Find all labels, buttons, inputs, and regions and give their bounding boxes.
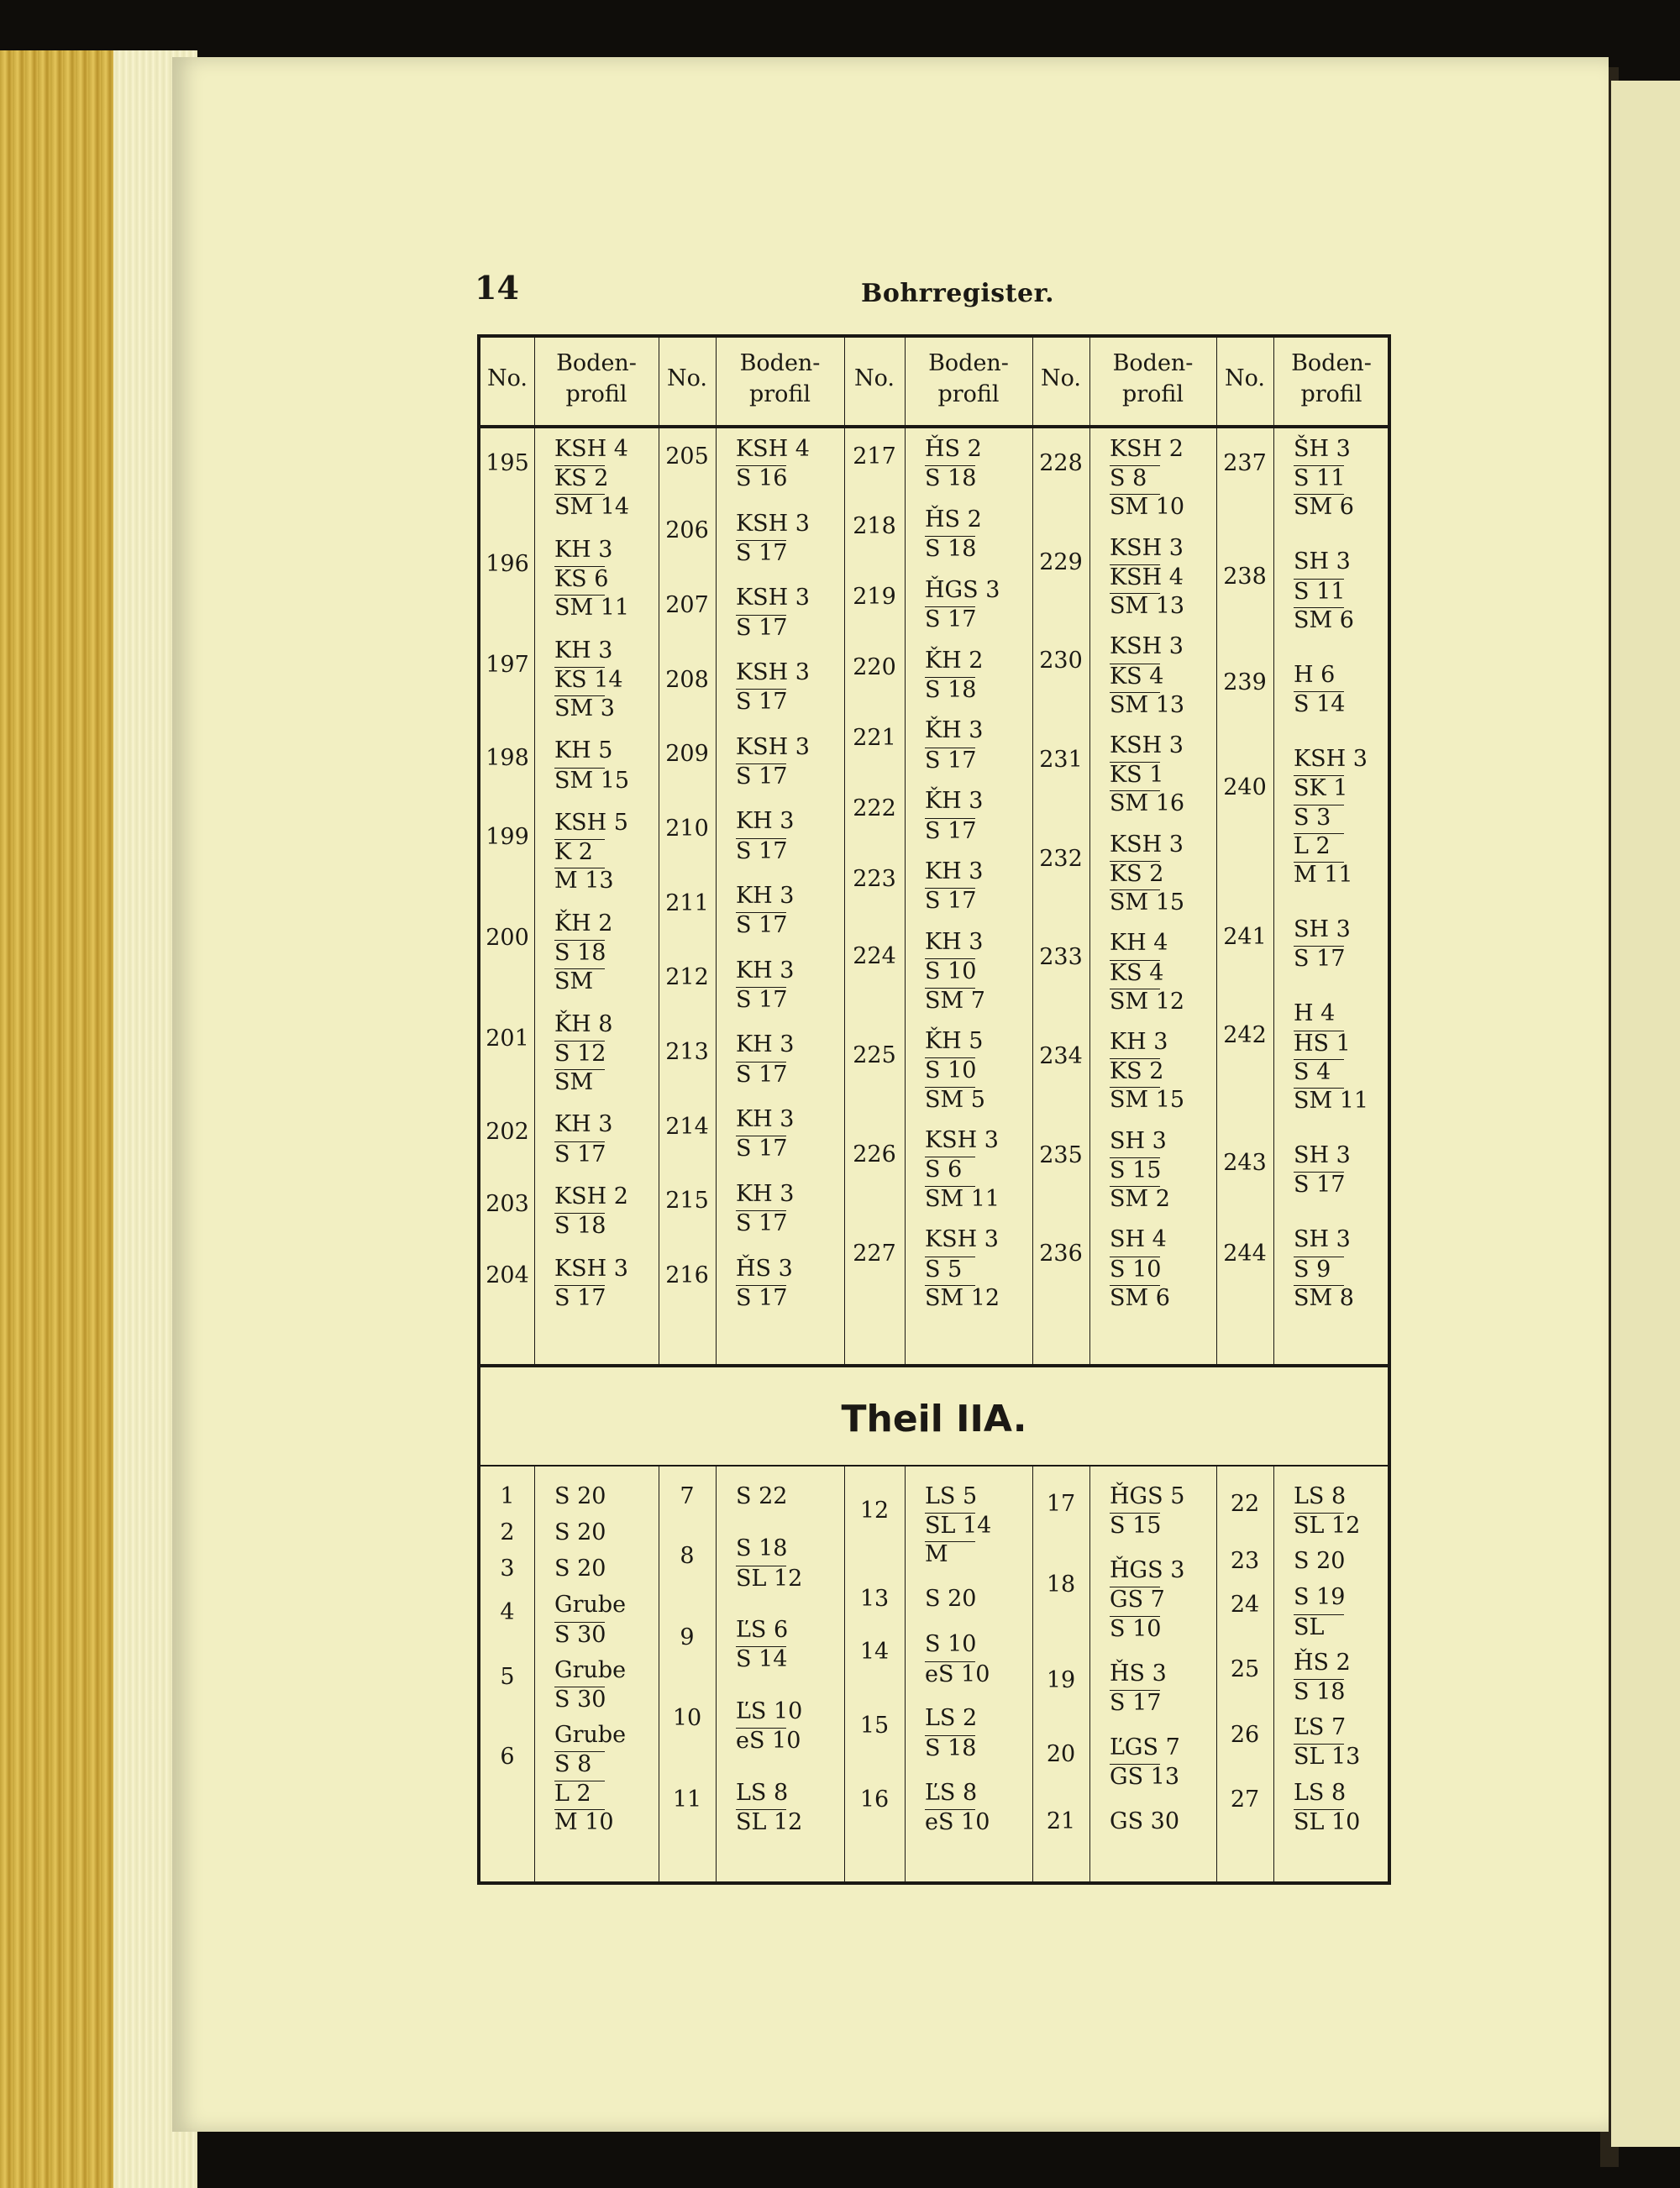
entry-number: 222 bbox=[853, 795, 896, 821]
profile-line: KS 2 bbox=[554, 465, 609, 492]
entry-number: 216 bbox=[665, 1262, 709, 1289]
profile-line: KSH 3 bbox=[1294, 746, 1368, 773]
entry-number: 199 bbox=[486, 824, 529, 851]
entry-number: 237 bbox=[1223, 450, 1267, 477]
profile-line: S 18 bbox=[925, 676, 977, 703]
profile-line: S 17 bbox=[925, 888, 977, 915]
profile-line: KH 3 bbox=[736, 957, 795, 984]
profile-line: M bbox=[925, 1541, 975, 1567]
profile-line: KS 4 bbox=[1110, 663, 1164, 690]
profile-line: KH 3 bbox=[1110, 1028, 1168, 1055]
entry-number: 20 bbox=[1046, 1741, 1076, 1768]
profile-line: KSH 2 bbox=[1110, 436, 1184, 462]
profile-line: KH 3 bbox=[554, 1111, 613, 1138]
profile-line: SM 14 bbox=[554, 494, 630, 521]
column-rule bbox=[844, 1465, 845, 1881]
entry-number: 205 bbox=[665, 443, 709, 470]
profile-line: Grube bbox=[554, 1592, 627, 1619]
entry-number: 209 bbox=[665, 741, 709, 768]
entry-number: 227 bbox=[853, 1241, 896, 1267]
column-rule bbox=[534, 338, 535, 1364]
entry-number: 11 bbox=[672, 1787, 702, 1813]
entry-number: 210 bbox=[665, 815, 709, 842]
profile-line: KH 5 bbox=[554, 737, 613, 764]
entry-number: 214 bbox=[665, 1113, 709, 1140]
entry-number: 219 bbox=[853, 584, 896, 611]
profile-line: S 18 bbox=[925, 536, 977, 563]
profile-line: SL 14 bbox=[925, 1513, 992, 1540]
profile-line: LS 2 bbox=[925, 1705, 978, 1732]
profile-line: LS 5 bbox=[925, 1483, 978, 1509]
profile-line: KS 2 bbox=[1110, 860, 1164, 887]
profile-line: SM 3 bbox=[554, 695, 615, 722]
entry-number: 242 bbox=[1223, 1022, 1267, 1049]
entry-number: 197 bbox=[486, 651, 529, 678]
book-page-edges bbox=[0, 50, 197, 2188]
profile-line: SH 3 bbox=[1294, 1142, 1351, 1169]
profile-line: KS 2 bbox=[1110, 1058, 1164, 1085]
profile-line: KH 3 bbox=[925, 858, 984, 885]
header-bodenprofil: Boden- profil bbox=[1112, 350, 1194, 407]
header-no: No. bbox=[854, 365, 895, 391]
profile-line: SH 3 bbox=[1294, 548, 1351, 575]
entry-number: 223 bbox=[853, 865, 896, 892]
profile-line: S 18 bbox=[925, 1734, 977, 1761]
table-rule bbox=[480, 425, 1388, 428]
profile-line: S 30 bbox=[554, 1686, 606, 1713]
profile-line: M 11 bbox=[1294, 862, 1353, 889]
profile-line: LS 8 bbox=[1294, 1779, 1347, 1806]
profile-line: SH 3 bbox=[1110, 1127, 1167, 1154]
profile-line: SM 10 bbox=[1110, 494, 1185, 521]
profile-line: S 15 bbox=[1110, 1157, 1162, 1183]
entry-number: 13 bbox=[859, 1586, 890, 1613]
profile-line: S 19 bbox=[1294, 1584, 1346, 1611]
profile-line: S 10 bbox=[1110, 1615, 1162, 1642]
profile-line: S 8 bbox=[1110, 465, 1160, 491]
entry-number: 27 bbox=[1230, 1787, 1260, 1813]
profile-line: SM 6 bbox=[1110, 1284, 1170, 1311]
bohrregister-table bbox=[477, 334, 1391, 1885]
profile-line: KH 3 bbox=[925, 929, 984, 956]
profile-line: S 9 bbox=[1294, 1257, 1344, 1283]
profile-line: SM 15 bbox=[1110, 1087, 1185, 1114]
page-number: 14 bbox=[475, 269, 519, 307]
profile-line: ȞS 3 bbox=[736, 1255, 793, 1282]
entry-number: 6 bbox=[500, 1743, 515, 1770]
entry-number: 220 bbox=[853, 654, 896, 681]
profile-line: eS 10 bbox=[736, 1728, 801, 1755]
entry-number: 207 bbox=[665, 591, 709, 618]
profile-line: S 10 bbox=[925, 958, 977, 985]
entry-number: 240 bbox=[1223, 774, 1267, 801]
profile-line: KH 3 bbox=[736, 1180, 795, 1207]
profile-line: S 18 bbox=[736, 1535, 788, 1562]
profile-line: SL 10 bbox=[1294, 1808, 1361, 1835]
profile-line: S 6 bbox=[925, 1157, 975, 1183]
profile-line: S 10 bbox=[1110, 1256, 1162, 1283]
profile-line: KSH 4 bbox=[1110, 564, 1184, 590]
entry-number: 4 bbox=[500, 1598, 515, 1625]
entry-number: 196 bbox=[486, 550, 529, 577]
column-rule bbox=[1216, 338, 1217, 1364]
entry-number: 23 bbox=[1230, 1548, 1260, 1575]
profile-line: S 17 bbox=[736, 614, 788, 641]
entry-number: 201 bbox=[486, 1025, 529, 1052]
profile-line: SM 8 bbox=[1294, 1284, 1354, 1311]
header-no: No. bbox=[1041, 365, 1081, 391]
profile-line: KH 3 bbox=[736, 1031, 795, 1058]
entry-number: 234 bbox=[1039, 1043, 1083, 1070]
entry-number: 198 bbox=[486, 744, 529, 771]
entry-number: 211 bbox=[665, 889, 709, 916]
entry-number: 233 bbox=[1039, 944, 1083, 971]
profile-line: ǨH 5 bbox=[925, 1028, 984, 1055]
profile-line: ȞS 2 bbox=[925, 506, 982, 533]
profile-line: S 17 bbox=[736, 763, 788, 790]
entry-number: 24 bbox=[1230, 1592, 1260, 1619]
entry-number: 238 bbox=[1223, 563, 1267, 590]
entry-number: 239 bbox=[1223, 669, 1267, 695]
profile-line: S 20 bbox=[925, 1586, 977, 1613]
profile-line: SM 6 bbox=[1294, 494, 1354, 521]
profile-line: KSH 4 bbox=[736, 436, 810, 462]
profile-line: KSH 3 bbox=[1110, 831, 1184, 858]
profile-line: KH 3 bbox=[736, 1106, 795, 1133]
profile-line: S 12 bbox=[554, 1040, 606, 1067]
table-rule bbox=[480, 1465, 1388, 1467]
profile-line: ǨH 3 bbox=[925, 717, 984, 744]
column-rule bbox=[716, 1465, 717, 1881]
profile-line: S 10 bbox=[925, 1057, 977, 1084]
profile-line: KS 14 bbox=[554, 666, 623, 693]
profile-line: S 20 bbox=[554, 1519, 606, 1546]
profile-line: GS 13 bbox=[1110, 1763, 1180, 1790]
column-rule bbox=[716, 338, 717, 1364]
entry-number: 231 bbox=[1039, 747, 1083, 774]
profile-line: KS 6 bbox=[554, 566, 609, 593]
profile-line: KSH 3 bbox=[925, 1226, 999, 1253]
profile-line: S 8 bbox=[554, 1751, 605, 1777]
profile-line: SM 15 bbox=[1110, 889, 1185, 916]
entry-number: 218 bbox=[853, 513, 896, 540]
header-no: No. bbox=[1225, 365, 1265, 391]
profile-line: SK 1 bbox=[1294, 775, 1348, 802]
profile-line: S 20 bbox=[1294, 1548, 1346, 1575]
running-head: Bohrregister. bbox=[861, 279, 1055, 308]
entry-number: 224 bbox=[853, 943, 896, 970]
profile-line: KSH 2 bbox=[554, 1183, 628, 1209]
profile-line: S 17 bbox=[925, 817, 977, 844]
profile-line: S 17 bbox=[736, 1210, 788, 1237]
profile-line: SM 11 bbox=[554, 595, 630, 622]
entry-number: 230 bbox=[1039, 648, 1083, 674]
entry-number: 229 bbox=[1039, 548, 1083, 575]
entry-number: 235 bbox=[1039, 1141, 1083, 1168]
column-rule bbox=[1273, 338, 1274, 1364]
profile-line: SM bbox=[554, 1069, 605, 1095]
profile-line: GS 30 bbox=[1110, 1808, 1180, 1834]
profile-line: S 17 bbox=[736, 689, 788, 716]
profile-line: Grube bbox=[554, 1656, 627, 1683]
profile-line: SM 15 bbox=[554, 767, 630, 794]
column-rule bbox=[1089, 1465, 1090, 1881]
profile-line: S 17 bbox=[736, 1061, 788, 1088]
column-rule bbox=[844, 338, 845, 1364]
entry-number: 226 bbox=[853, 1141, 896, 1168]
entry-number: 212 bbox=[665, 964, 709, 991]
profile-line: SM 13 bbox=[1110, 691, 1185, 718]
profile-line: S 18 bbox=[1294, 1679, 1346, 1706]
profile-line: SL 13 bbox=[1294, 1744, 1361, 1771]
profile-line: S 17 bbox=[736, 1284, 788, 1311]
entry-number: 26 bbox=[1230, 1721, 1260, 1748]
profile-line: S 16 bbox=[736, 465, 788, 492]
entry-number: 206 bbox=[665, 517, 709, 544]
entry-number: 225 bbox=[853, 1042, 896, 1069]
entry-number: 25 bbox=[1230, 1656, 1260, 1683]
profile-line: S 14 bbox=[1294, 691, 1346, 718]
profile-line: S 11 bbox=[1294, 465, 1346, 492]
facing-page-edge bbox=[1611, 81, 1680, 2147]
profile-line: KSH 3 bbox=[736, 585, 810, 611]
entry-number: 202 bbox=[486, 1118, 529, 1145]
profile-line: ŠH 3 bbox=[1294, 436, 1351, 462]
profile-line: S 18 bbox=[554, 1213, 606, 1240]
entry-number: 232 bbox=[1039, 845, 1083, 872]
profile-line: SM 11 bbox=[1294, 1088, 1369, 1115]
profile-line: S 30 bbox=[554, 1621, 606, 1648]
entry-number: 8 bbox=[680, 1543, 695, 1570]
entry-number: 195 bbox=[486, 450, 529, 477]
profile-line: SM 12 bbox=[925, 1284, 1000, 1311]
entry-number: 203 bbox=[486, 1190, 529, 1217]
column-rule bbox=[905, 1465, 906, 1881]
entry-number: 200 bbox=[486, 924, 529, 951]
entry-number: 221 bbox=[853, 725, 896, 752]
profile-line: L 2 bbox=[1294, 833, 1344, 859]
profile-line: ĽS 7 bbox=[1294, 1714, 1347, 1741]
profile-line: ȞS 2 bbox=[1294, 1649, 1351, 1676]
profile-line: KSH 3 bbox=[554, 1255, 628, 1282]
profile-line: KSH 3 bbox=[1110, 534, 1184, 561]
entry-number: 22 bbox=[1230, 1490, 1260, 1517]
profile-line: L 2 bbox=[554, 1781, 605, 1807]
profile-line: ȞGS 3 bbox=[925, 576, 1000, 603]
entry-number: 215 bbox=[665, 1188, 709, 1215]
profile-line: S 17 bbox=[736, 1136, 788, 1162]
profile-line: S 17 bbox=[554, 1284, 606, 1311]
profile-line: SM bbox=[554, 968, 605, 994]
profile-line: S 18 bbox=[925, 465, 977, 492]
entry-number: 213 bbox=[665, 1039, 709, 1066]
profile-line: SH 3 bbox=[1294, 916, 1351, 943]
profile-line: KSH 4 bbox=[554, 436, 628, 462]
profile-line: S 20 bbox=[554, 1483, 606, 1509]
entry-number: 16 bbox=[859, 1787, 890, 1813]
header-no: No. bbox=[667, 365, 707, 391]
profile-line: LS 8 bbox=[736, 1779, 789, 1806]
profile-line: S 17 bbox=[925, 747, 977, 774]
profile-line: KH 3 bbox=[554, 637, 613, 664]
profile-line: S 4 bbox=[1294, 1059, 1344, 1085]
profile-line: KSH 3 bbox=[925, 1127, 999, 1154]
profile-line: S 17 bbox=[1294, 946, 1346, 973]
profile-line: ĽS 8 bbox=[925, 1779, 978, 1806]
entry-number: 244 bbox=[1223, 1241, 1267, 1267]
profile-line: GS 7 bbox=[1110, 1587, 1165, 1613]
profile-line: S 22 bbox=[736, 1483, 788, 1509]
profile-line: SH 4 bbox=[1110, 1226, 1167, 1253]
profile-line: HS 1 bbox=[1294, 1030, 1351, 1057]
entry-number: 5 bbox=[500, 1664, 515, 1691]
profile-line: SM 2 bbox=[1110, 1186, 1170, 1213]
profile-line: H 4 bbox=[1294, 1000, 1336, 1027]
profile-line: S 17 bbox=[925, 606, 977, 632]
profile-line: SM 16 bbox=[1110, 790, 1185, 817]
entry-number: 243 bbox=[1223, 1149, 1267, 1176]
entry-number: 204 bbox=[486, 1262, 529, 1289]
entry-number: 19 bbox=[1046, 1667, 1076, 1694]
profile-line: SL bbox=[1294, 1614, 1344, 1640]
entry-number: 236 bbox=[1039, 1241, 1083, 1267]
entry-number: 9 bbox=[680, 1624, 695, 1650]
profile-line: ǨH 3 bbox=[925, 788, 984, 815]
profile-line: S 5 bbox=[925, 1257, 975, 1283]
profile-line: ĽGS 7 bbox=[1110, 1734, 1180, 1760]
profile-line: SL 12 bbox=[736, 1808, 803, 1835]
profile-line: S 3 bbox=[1294, 805, 1344, 831]
entry-number: 7 bbox=[680, 1483, 695, 1509]
profile-line: LS 8 bbox=[1294, 1483, 1347, 1509]
profile-line: KH 3 bbox=[736, 808, 795, 835]
profile-line: ĽS 6 bbox=[736, 1617, 789, 1644]
profile-line: S 17 bbox=[736, 837, 788, 864]
profile-line: ǨH 8 bbox=[554, 1010, 613, 1037]
entry-number: 12 bbox=[859, 1498, 890, 1524]
profile-line: ȞGS 5 bbox=[1110, 1483, 1185, 1509]
entry-number: 2 bbox=[500, 1519, 515, 1546]
entry-number: 228 bbox=[1039, 450, 1083, 477]
profile-line: S 14 bbox=[736, 1646, 788, 1673]
profile-line: KH 4 bbox=[1110, 930, 1168, 957]
entry-number: 17 bbox=[1046, 1490, 1076, 1517]
profile-line: SM 7 bbox=[925, 987, 985, 1014]
profile-line: SM 13 bbox=[1110, 593, 1185, 620]
profile-line: ǨH 2 bbox=[925, 647, 984, 674]
profile-line: S 18 bbox=[554, 940, 606, 966]
profile-line: KSH 5 bbox=[554, 809, 628, 836]
profile-line: S 17 bbox=[554, 1141, 606, 1167]
header-bodenprofil: Boden- profil bbox=[739, 350, 821, 407]
entry-number: 3 bbox=[500, 1556, 515, 1582]
header-no: No. bbox=[487, 365, 528, 391]
profile-line: eS 10 bbox=[925, 1661, 990, 1687]
profile-line: M 10 bbox=[554, 1808, 614, 1835]
profile-line: S 20 bbox=[554, 1556, 606, 1582]
profile-line: ȞS 3 bbox=[1110, 1660, 1167, 1687]
header-bodenprofil: Boden- profil bbox=[1291, 350, 1372, 407]
profile-line: Grube bbox=[554, 1722, 627, 1749]
profile-line: KH 3 bbox=[554, 536, 613, 563]
profile-line: KH 3 bbox=[736, 883, 795, 910]
profile-line: S 17 bbox=[736, 539, 788, 566]
profile-line: S 10 bbox=[925, 1631, 977, 1658]
column-rule bbox=[905, 338, 906, 1364]
profile-line: SH 3 bbox=[1294, 1226, 1351, 1253]
entry-number: 21 bbox=[1046, 1808, 1076, 1834]
profile-line: ȞS 2 bbox=[925, 436, 982, 462]
profile-line: eS 10 bbox=[925, 1808, 990, 1835]
profile-line: SL 12 bbox=[1294, 1513, 1361, 1540]
profile-line: ȞGS 3 bbox=[1110, 1557, 1185, 1584]
profile-line: K 2 bbox=[554, 839, 605, 865]
profile-line: SM 11 bbox=[925, 1185, 1000, 1212]
profile-line: KSH 3 bbox=[736, 733, 810, 760]
profile-line: ĽS 10 bbox=[736, 1697, 803, 1724]
profile-line: KSH 3 bbox=[736, 659, 810, 686]
profile-line: KSH 3 bbox=[736, 510, 810, 537]
profile-line: SM 6 bbox=[1294, 606, 1354, 633]
entry-number: 18 bbox=[1046, 1571, 1076, 1598]
entry-number: 217 bbox=[853, 443, 896, 470]
header-bodenprofil: Boden- profil bbox=[928, 350, 1009, 407]
profile-line: ǨH 2 bbox=[554, 910, 613, 937]
profile-line: KSH 3 bbox=[1110, 633, 1184, 660]
profile-line: SM 5 bbox=[925, 1086, 985, 1113]
entry-number: 15 bbox=[859, 1712, 890, 1739]
table-rule bbox=[480, 1364, 1388, 1367]
column-rule bbox=[534, 1465, 535, 1881]
profile-line: KSH 3 bbox=[1110, 732, 1184, 758]
column-rule bbox=[1089, 338, 1090, 1364]
profile-line: S 17 bbox=[736, 912, 788, 939]
entry-number: 10 bbox=[672, 1705, 702, 1732]
entry-number: 208 bbox=[665, 666, 709, 693]
header-bodenprofil: Boden- profil bbox=[556, 350, 637, 407]
entry-number: 1 bbox=[500, 1483, 515, 1509]
profile-line: H 6 bbox=[1294, 661, 1336, 688]
column-rule bbox=[1273, 1465, 1274, 1881]
profile-line: SL 12 bbox=[736, 1565, 803, 1592]
profile-line: S 17 bbox=[1110, 1689, 1162, 1716]
section-title: Theil IIA. bbox=[841, 1398, 1027, 1440]
profile-line: S 11 bbox=[1294, 578, 1346, 605]
entry-number: 241 bbox=[1223, 923, 1267, 950]
profile-line: S 15 bbox=[1110, 1513, 1162, 1540]
profile-line: S 17 bbox=[736, 987, 788, 1014]
profile-line: M 13 bbox=[554, 868, 614, 895]
profile-line: SM 12 bbox=[1110, 988, 1185, 1015]
profile-line: KS 1 bbox=[1110, 762, 1164, 789]
profile-line: KS 4 bbox=[1110, 959, 1164, 986]
entry-number: 14 bbox=[859, 1638, 890, 1665]
profile-line: S 17 bbox=[1294, 1172, 1346, 1199]
